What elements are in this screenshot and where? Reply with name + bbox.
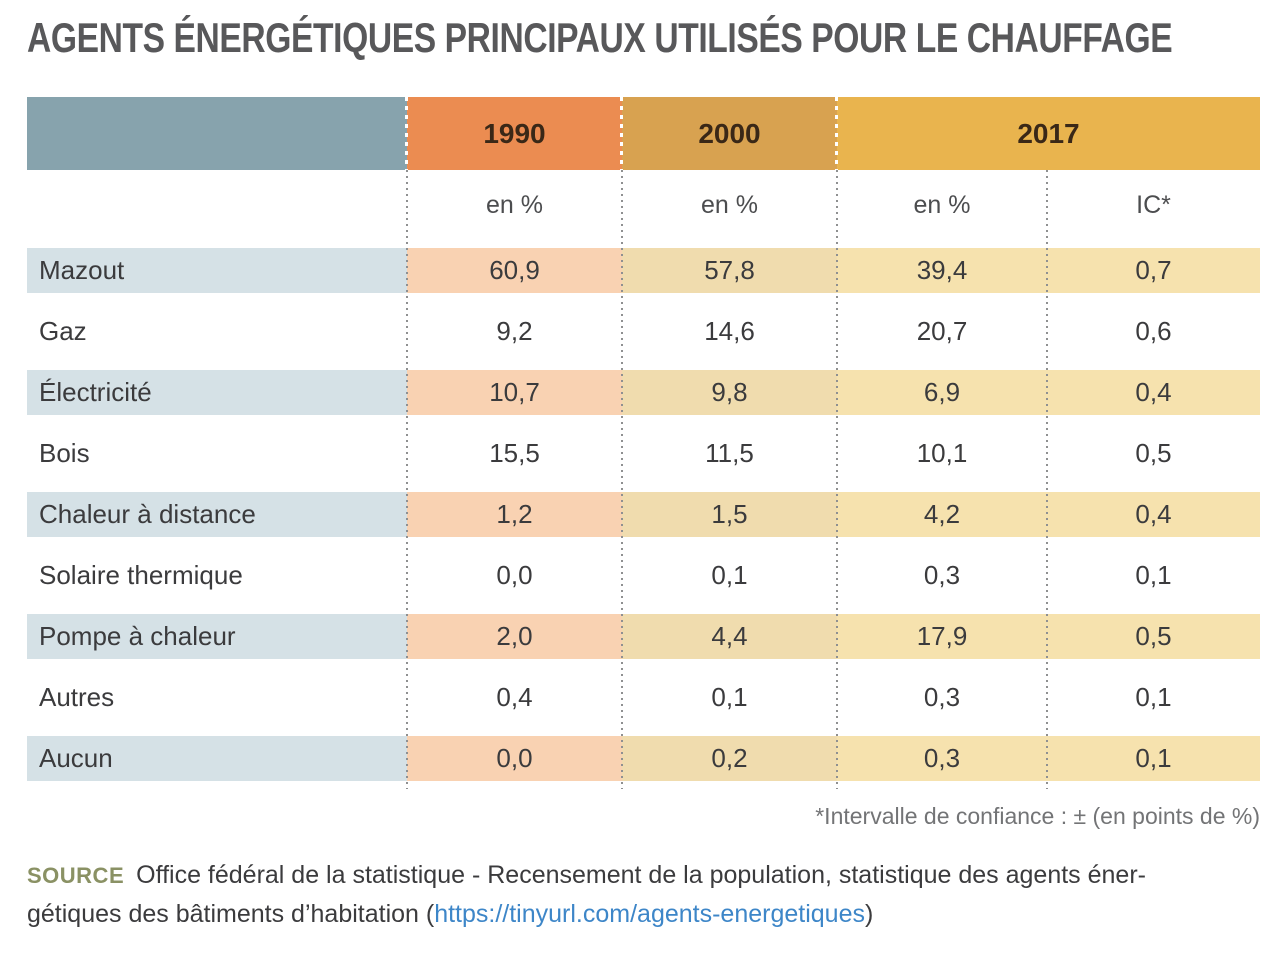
row-band [27,614,1260,659]
cell-2017: 0,3 [837,736,1047,781]
source-text-line2: gétiques des bâtiments d’habitation ( [27,900,435,928]
table-row [27,728,1260,789]
subheader-pct-2017: en % [913,190,971,219]
header-year-2000: 2000 [622,97,837,170]
heating-energy-table [27,97,1260,789]
cell-ic-2017: 0,4 [1047,370,1260,415]
cell-1990: 9,2 [496,316,533,346]
row-label: Bois [39,438,90,468]
cell-ic-2017: 0,5 [1047,614,1260,659]
cell-ic-2017: 0,1 [1047,736,1260,781]
row-label: Mazout [27,248,407,293]
subheader-ic-2017: IC* [1136,190,1171,219]
cell-1990: 1,2 [407,492,622,537]
row-label: Autres [39,682,115,712]
cell-ic-2017: 0,6 [1135,316,1172,346]
subheader-pct-2000: en % [701,190,758,219]
cell-ic-2017: 0,1 [1135,560,1172,590]
cell-2000: 0,2 [622,736,837,781]
cell-2017: 4,2 [837,492,1047,537]
cell-2000: 0,1 [711,682,748,712]
cell-ic-2017: 0,1 [1135,682,1172,712]
cell-1990: 10,7 [407,370,622,415]
row-band [27,553,1260,598]
row-label: Électricité [27,370,407,415]
cell-2000: 4,4 [622,614,837,659]
header-year-1990: 1990 [407,97,622,170]
header-spacer-cell [27,97,407,170]
cell-ic-2017: 0,5 [1135,438,1172,468]
column-divider [836,170,838,789]
cell-2000: 0,1 [711,560,748,590]
column-divider [406,170,408,789]
table-row [27,301,1260,362]
table-rows [27,240,1260,789]
table-row [27,362,1260,423]
header-year-2017: 2017 [837,97,1260,170]
footnote: *Intervalle de confiance : ± (en points de %) [815,803,1260,829]
page-title: AGENTS ÉNERGÉTIQUES PRINCIPAUX UTILISÉS POUR LE CHAUFFAGE [27,14,1173,61]
cell-1990: 0,0 [407,736,622,781]
cell-ic-2017: 0,4 [1047,492,1260,537]
source-paragraph [27,856,1260,934]
table-row [27,667,1260,728]
cell-1990: 60,9 [407,248,622,293]
header-divider [620,97,623,170]
source-text-line1: Office fédéral de la statistique - Recensement de la population, statistique des agents éner- [136,861,1146,889]
cell-2017: 10,1 [916,438,968,468]
row-band [27,492,1260,537]
cell-2017: 0,3 [923,682,961,712]
row-label: Gaz [39,316,87,346]
table-row [27,606,1260,667]
cell-2017: 0,3 [923,560,961,590]
subheader-row [27,170,1260,240]
row-label: Aucun [27,736,407,781]
row-label: Solaire thermique [39,560,243,590]
header-divider [835,97,838,170]
cell-2000: 1,5 [622,492,837,537]
cell-1990: 0,4 [496,682,533,712]
cell-2000: 57,8 [622,248,837,293]
source-link[interactable]: https://tinyurl.com/agents-energetiques [434,900,865,928]
table-body [27,170,1260,789]
header-divider [405,97,408,170]
table-row [27,240,1260,301]
table-row [27,545,1260,606]
row-band [27,431,1260,476]
row-band [27,309,1260,354]
table-header-row [27,97,1260,170]
cell-2000: 9,8 [622,370,837,415]
cell-2017: 20,7 [916,316,968,346]
subheader-pct-1990: en % [486,190,543,219]
cell-ic-2017: 0,7 [1047,248,1260,293]
cell-1990: 0,0 [496,560,533,590]
source-text-line2-close: ) [865,900,874,928]
row-band [27,370,1260,415]
cell-1990: 2,0 [407,614,622,659]
cell-2017: 6,9 [837,370,1047,415]
cell-2017: 17,9 [837,614,1047,659]
cell-2017: 39,4 [837,248,1047,293]
row-band [27,675,1260,720]
source-label: SOURCE [27,863,125,888]
table-row [27,423,1260,484]
row-label: Pompe à chaleur [27,614,407,659]
cell-1990: 15,5 [489,438,540,468]
cell-2000: 14,6 [704,316,755,346]
cell-2000: 11,5 [705,438,754,468]
row-band [27,736,1260,781]
table-row [27,484,1260,545]
column-divider [621,170,623,789]
column-divider [1046,170,1048,789]
row-label: Chaleur à distance [27,492,407,537]
row-band [27,248,1260,293]
